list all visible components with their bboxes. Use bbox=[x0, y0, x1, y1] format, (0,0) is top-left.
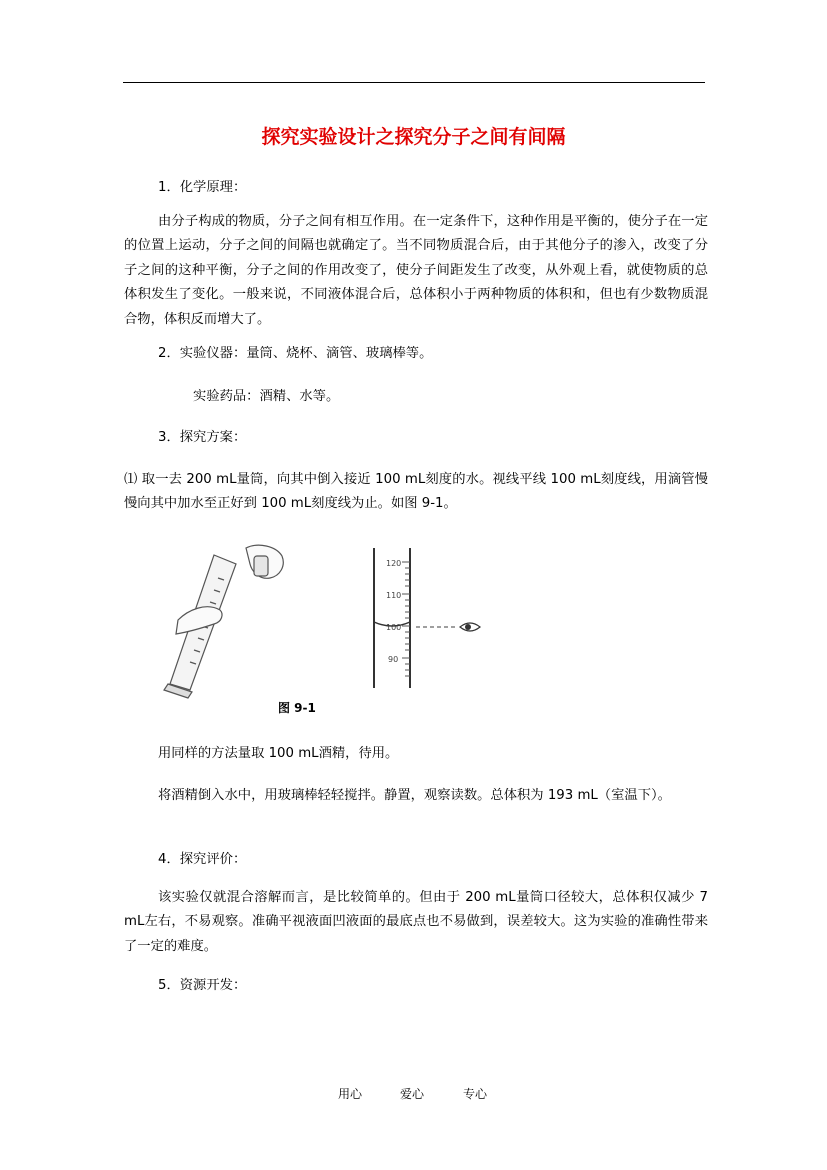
section5-heading: 5．资源开发： bbox=[158, 978, 247, 993]
footer-item-1: 用心 bbox=[338, 1087, 363, 1101]
section3-heading: 3．探究方案： bbox=[158, 430, 247, 445]
scale-label-100: 100 bbox=[386, 623, 402, 632]
eye-icon bbox=[460, 623, 480, 631]
figure-illustration bbox=[158, 540, 488, 720]
figure-caption: 图 9-1 bbox=[278, 701, 316, 715]
section3-step1: ⑴ 取一去 200 mL量筒，向其中倒入接近 100 mL刻度的水。视线平线 100 mL刻度线，用滴管慢慢向其中加水至正好到 100 mL刻度线为止。如图 9-1。 bbox=[124, 472, 708, 512]
section2-heading: 2．实验仪器：量筒、烧杯、滴管、玻璃棒等。 bbox=[158, 346, 433, 361]
footer-item-2: 爱心 bbox=[400, 1087, 425, 1101]
section1-text: 由分子构成的物质，分子之间有相互作用。在一定条件下，这种作用是平衡的，使分子在一定的位置上运动，分子之间的间隔也就确定了。当不同物质混合后，由于其他分子的渗入，改变了分子之间的这种平衡，分子之间的作用改变了，使分子间距发生了改变，从外观上看，就使物质的总体积发生了变化。一般来说，不同液体混合后，总体积小于两种物质的体积和，但也有少数物质混合物，体积反而增大了。 bbox=[124, 214, 708, 327]
section3-step2: 用同样的方法量取 100 mL酒精，待用。 bbox=[158, 746, 399, 761]
section2-reagents: 实验药品：酒精、水等。 bbox=[193, 389, 340, 404]
header-rule bbox=[123, 82, 705, 83]
scale-label-120: 120 bbox=[386, 559, 402, 568]
section1-heading: 1．化学原理： bbox=[158, 180, 247, 195]
document-title: 探究实验设计之探究分子之间有间隔 bbox=[261, 126, 566, 148]
scale-label-90: 90 bbox=[388, 655, 399, 664]
cylinder-scale-drawing bbox=[374, 548, 480, 688]
section4-text: 该实验仅就混合溶解而言，是比较简单的。但由于 200 mL量筒口径较大，总体积仅减少 7 mL左右，不易观察。准确平视液面凹液面的最底点也不易做到，误差较大。这为实验的准确性带来了一定的难度。 bbox=[124, 890, 708, 954]
scale-label-110: 110 bbox=[386, 591, 402, 600]
figure-9-1 bbox=[158, 540, 488, 720]
footer-item-3: 专心 bbox=[463, 1087, 488, 1101]
section3-step3: 将酒精倒入水中，用玻璃棒轻轻搅拌。静置，观察读数。总体积为 193 mL（室温下）。 bbox=[158, 788, 671, 803]
section4-heading: 4．探究评价： bbox=[158, 852, 247, 867]
tilted-cylinder-drawing bbox=[164, 545, 283, 698]
